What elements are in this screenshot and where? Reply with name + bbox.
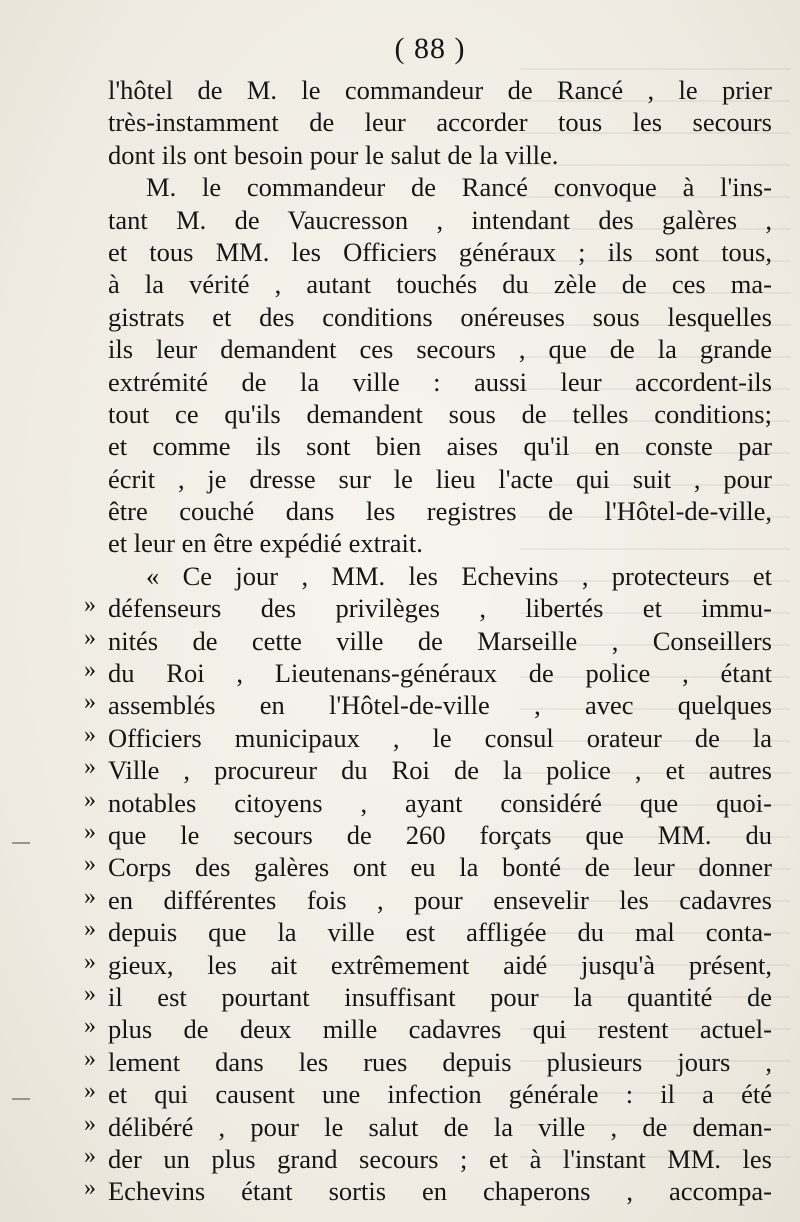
text-line: « Ce jour , MM. les Echevins , protecteurs et: [146, 560, 772, 591]
text-line: der un plus grand secours ; et à l'instant MM. les: [108, 1143, 772, 1174]
text-line: défenseurs des privilèges , libertés et immu-: [108, 593, 772, 624]
quote-mark: »: [84, 624, 96, 651]
quoted-line: [84, 980, 772, 1013]
quote-mark: »: [84, 592, 96, 619]
text-line: notables citoyens , ayant considéré que quoi-: [108, 787, 772, 818]
text-line: Ville , procureur du Roi de la police , et autres: [108, 755, 772, 786]
margin-mark: [12, 842, 30, 844]
text-line: à la vérité , autant touchés du zèle de ces ma-: [108, 269, 772, 300]
text-line: Echevins étant sortis en chaperons , accompa-: [108, 1176, 772, 1207]
quoted-line: [84, 624, 772, 657]
text-line: l'hôtel de M. le commandeur de Rancé , le prier: [108, 75, 772, 105]
quote-mark: »: [84, 1175, 96, 1202]
quote-mark: »: [84, 1142, 96, 1169]
quote-mark: »: [84, 980, 96, 1007]
quoted-line: [84, 1142, 772, 1175]
quote-mark: »: [84, 689, 96, 716]
text-line: nités de cette ville de Marseille , Conseillers: [108, 625, 772, 656]
text-line: et tous MM. les Officiers généraux ; ils sont tous,: [108, 236, 772, 267]
quote-mark: »: [84, 916, 96, 943]
quoted-line: [84, 721, 772, 754]
text-line: depuis que la ville est affligée du mal conta-: [108, 917, 772, 948]
text-line: très-instamment de leur accorder tous les secours: [108, 107, 772, 138]
text-line: et qui causent une infection générale : il a été: [108, 1079, 772, 1110]
text-line: M. le commandeur de Rancé convoque à l'ins-: [146, 172, 772, 203]
text-line: gistrats et des conditions onéreuses sous lesquelles: [108, 301, 772, 332]
text-line: que le secours de 260 forçats que MM. du: [108, 819, 772, 850]
text-line: Officiers municipaux , le consul orateur de la: [108, 722, 772, 753]
quote-mark: »: [84, 818, 96, 845]
text-line: écrit , je dresse sur le lieu l'acte qui suit , pour: [108, 463, 772, 494]
quoted-line: [84, 689, 772, 721]
text-line: du Roi , Lieutenans-généraux de police , étant: [108, 658, 772, 689]
text-line: tout ce qu'ils demandent sous de telles conditions;: [108, 398, 772, 429]
quote-mark: »: [84, 948, 96, 975]
quoted-line: [84, 786, 772, 819]
margin-mark: [12, 1098, 30, 1100]
page-number: ( 88 ): [394, 32, 466, 65]
quote-mark: »: [84, 1078, 96, 1105]
quote-mark: »: [84, 786, 96, 813]
text-line: plus de deux mille cadavres qui restent actuel-: [108, 1014, 772, 1045]
quote-mark: »: [84, 754, 96, 781]
quoted-line: [84, 948, 772, 981]
quote-mark: »: [84, 1045, 96, 1072]
quote-mark: »: [84, 721, 96, 748]
text-line: dont ils ont besoin pour le salut de la ville.: [108, 139, 559, 170]
text-line: lement dans les rues depuis plusieurs jours ,: [108, 1046, 772, 1077]
text-line: extrémité de la ville : aussi leur accordent-ils: [108, 366, 772, 397]
quoted-line: [84, 1013, 772, 1045]
quoted-line: [84, 1175, 772, 1207]
quote-mark: »: [84, 1013, 96, 1040]
text-line: ils leur demandent ces secours , que de la grande: [108, 334, 772, 365]
text-line: et leur en être expédié extrait.: [108, 528, 423, 559]
quote-mark: »: [84, 1110, 96, 1137]
text-line: être couché dans les registres de l'Hôtel-de-ville,: [108, 496, 772, 527]
quoted-line: [84, 916, 772, 948]
text-line: il est pourtant insuffisant pour la quantité de: [108, 981, 772, 1012]
quoted-line: [84, 851, 772, 883]
text-line: délibéré , pour le salut de la ville , de deman-: [108, 1111, 772, 1142]
quoted-line: [84, 754, 772, 786]
text-line: en différentes fois , pour ensevelir les cadavres: [108, 884, 772, 915]
body-text: [84, 74, 772, 1208]
text-line: gieux, les ait extrêmement aidé jusqu'à présent,: [108, 949, 772, 980]
quoted-line: [84, 1078, 772, 1110]
quoted-line: [84, 1110, 772, 1143]
text-line: tant M. de Vaucresson , intendant des galères ,: [108, 204, 772, 235]
text-line: assemblés en l'Hôtel-de-ville , avec quelques: [108, 690, 772, 721]
quote-mark: »: [84, 851, 96, 878]
quoted-line: [84, 883, 772, 916]
text-line: et comme ils sont bien aises qu'il en conste par: [108, 431, 772, 462]
quoted-line: [84, 1045, 772, 1078]
quote-mark: »: [84, 657, 96, 684]
quoted-line: [84, 592, 772, 624]
quoted-line: [84, 657, 772, 689]
quoted-line: [84, 818, 772, 851]
quote-mark: »: [84, 883, 96, 910]
text-line: Corps des galères ont eu la bonté de leur donner: [108, 852, 772, 883]
